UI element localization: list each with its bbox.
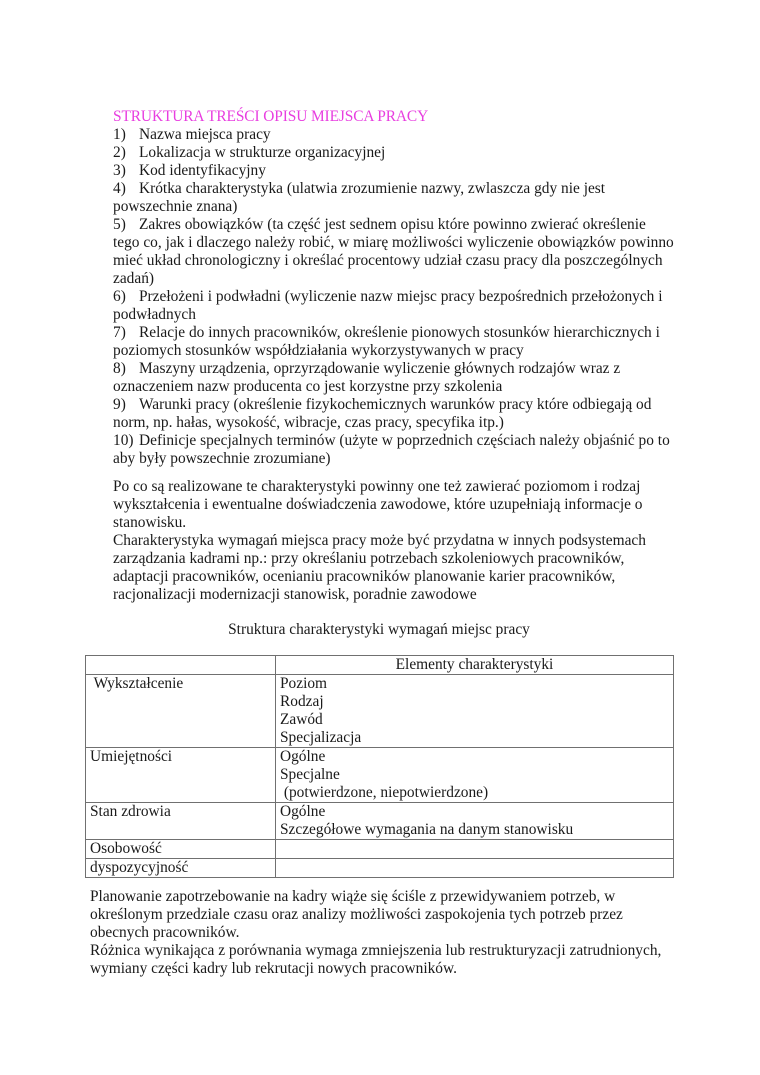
table-caption: Struktura charakterystyki wymagań miejsc pracy [228,621,530,638]
list-text-continued: podwładnych [113,306,196,323]
paragraph-difference: Różnica wynikająca z porównania wymaga zmniejszenia lub restrukturyzacji zatrudnionych, wymiany części kadry lub rekrutacji nowych pracowników. [90,942,662,977]
list-item [113,396,678,432]
list-text: Nazwa miejsca pracy [139,126,271,143]
table-row-items [276,803,674,840]
list-text: Maszyny urządzenia, oprzyrządowanie wyliczenie głównych rodzajów wraz z [139,360,621,377]
list-item [113,126,678,144]
list-item [113,180,678,216]
list-item [113,360,678,396]
table-row-label: Wykształcenie [86,675,276,748]
list-item [113,216,678,288]
table-row-label: Umiejętności [86,748,276,803]
paragraph-usefulness: Charakterystyka wymagań miejsca pracy może być przydatna w innych podsystemach zarządzania kadrami np.: przy określaniu potrzebach szkoleniowych pracowników, adaptacji pracowników, ocenianiu pracowników planowanie karier pracowników, racjonalizacji modernizacji stanowisk, poradnie zawodowe [113,532,646,603]
table-row-items [276,840,674,859]
purpose-paragraphs [113,478,678,604]
requirements-table [85,655,674,878]
table-item: Ogólne [280,803,326,820]
content-structure-list [113,126,678,468]
list-text: Lokalizacja w strukturze organizacyjnej [139,144,386,161]
table-item: Specjalizacja [280,729,362,746]
table-item [280,859,669,877]
list-number: 10) [113,432,134,449]
table-item: Poziom [280,675,328,692]
table-row [86,859,674,878]
table-row [86,748,674,803]
list-item [113,162,678,180]
list-text-continued: oznaczeniem nazw producenta co jest korzystne przy szkolenia [113,378,503,395]
table-header-row [86,656,674,675]
table-row [86,840,674,859]
list-text: Definicje specjalnych terminów (użyte w poprzednich częściach należy objaśnić po to [139,432,670,449]
list-text: Krótka charakterystyka (ulatwia zrozumienie nazwy, zwlaszcza gdy nie jest [139,180,606,197]
list-number: 7) [113,324,126,341]
table-row-label: Osobowość [86,840,276,859]
list-number: 2) [113,144,126,161]
table-item [280,840,669,858]
list-number: 5) [113,216,126,233]
table-row-label: dyspozycyjność [86,859,276,878]
list-text: Warunki pracy (określenie fizykochemicznych warunków pracy które odbiegają od [139,396,652,413]
list-text: Relacje do innych pracowników, określenie pionowych stosunków hierarchicznych i [139,324,660,341]
table-row-items [276,859,674,878]
table-item: Ogólne [280,748,326,765]
planning-paragraphs [90,888,675,978]
table-row [86,675,674,748]
table-row [86,803,674,840]
table-row-items [276,675,674,748]
list-text-continued: aby były powszechnie zrozumiane) [113,450,331,467]
table-header-cell [86,656,276,675]
document-heading: STRUKTURA TREŚCI OPISU MIEJSCA PRACY [113,108,429,125]
list-number: 6) [113,288,126,305]
list-number: 1) [113,126,126,143]
table-item: Szczegółowe wymagania na danym stanowisku [280,821,574,838]
list-text: Zakres obowiązków (ta część jest sednem opisu które powinno zwierać określenie [139,216,646,233]
table-row-label: Stan zdrowia [86,803,276,840]
table-item: Rodzaj [280,693,324,710]
paragraph-purpose: Po co są realizowane te charakterystyki powinny one też zawierać poziomom i rodzaj wykształcenia i ewentualne doświadczenia zawodowe, które uzupełniają informacje o stanowisku. [113,478,643,531]
list-number: 8) [113,360,126,377]
table-item: Specjalne [280,766,340,783]
list-item [113,144,678,162]
table-row-items [276,748,674,803]
list-number: 3) [113,162,126,179]
list-item [113,432,678,468]
list-text: Przełożeni i podwładni (wyliczenie nazw miejsc pracy bezpośrednich przełożonych i [139,288,663,305]
list-item [113,324,678,360]
table-item: Zawód [280,711,323,728]
list-text-continued: tego co, jak i dlaczego należy robić, w miarę możliwości wyliczenie obowiązków powinno mieć układ chronologiczny i określać procentowy udział czasu pracy dla poszczególnych zadań) [113,234,674,287]
list-item [113,288,678,324]
list-text-continued: powszechnie znana) [113,198,238,215]
table-header-cell: Elementy charakterystyki [276,656,674,675]
list-text: Kod identyfikacyjny [139,162,266,179]
list-text-continued: poziomych stosunków współdziałania wykorzystywanych w pracy [113,342,524,359]
list-number: 4) [113,180,126,197]
paragraph-planning: Planowanie zapotrzebowanie na kadry wiąże się ściśle z przewidywaniem potrzeb, w określonym przedziale czasu oraz analizy możliwości zaspokojenia tych potrzeb przez obecnych pracowników. [90,888,623,941]
table-item: (potwierdzone, niepotwierdzone) [280,784,489,801]
list-text-continued: norm, np. hałas, wysokość, wibracje, czas pracy, specyfika itp.) [113,414,504,431]
list-number: 9) [113,396,126,413]
